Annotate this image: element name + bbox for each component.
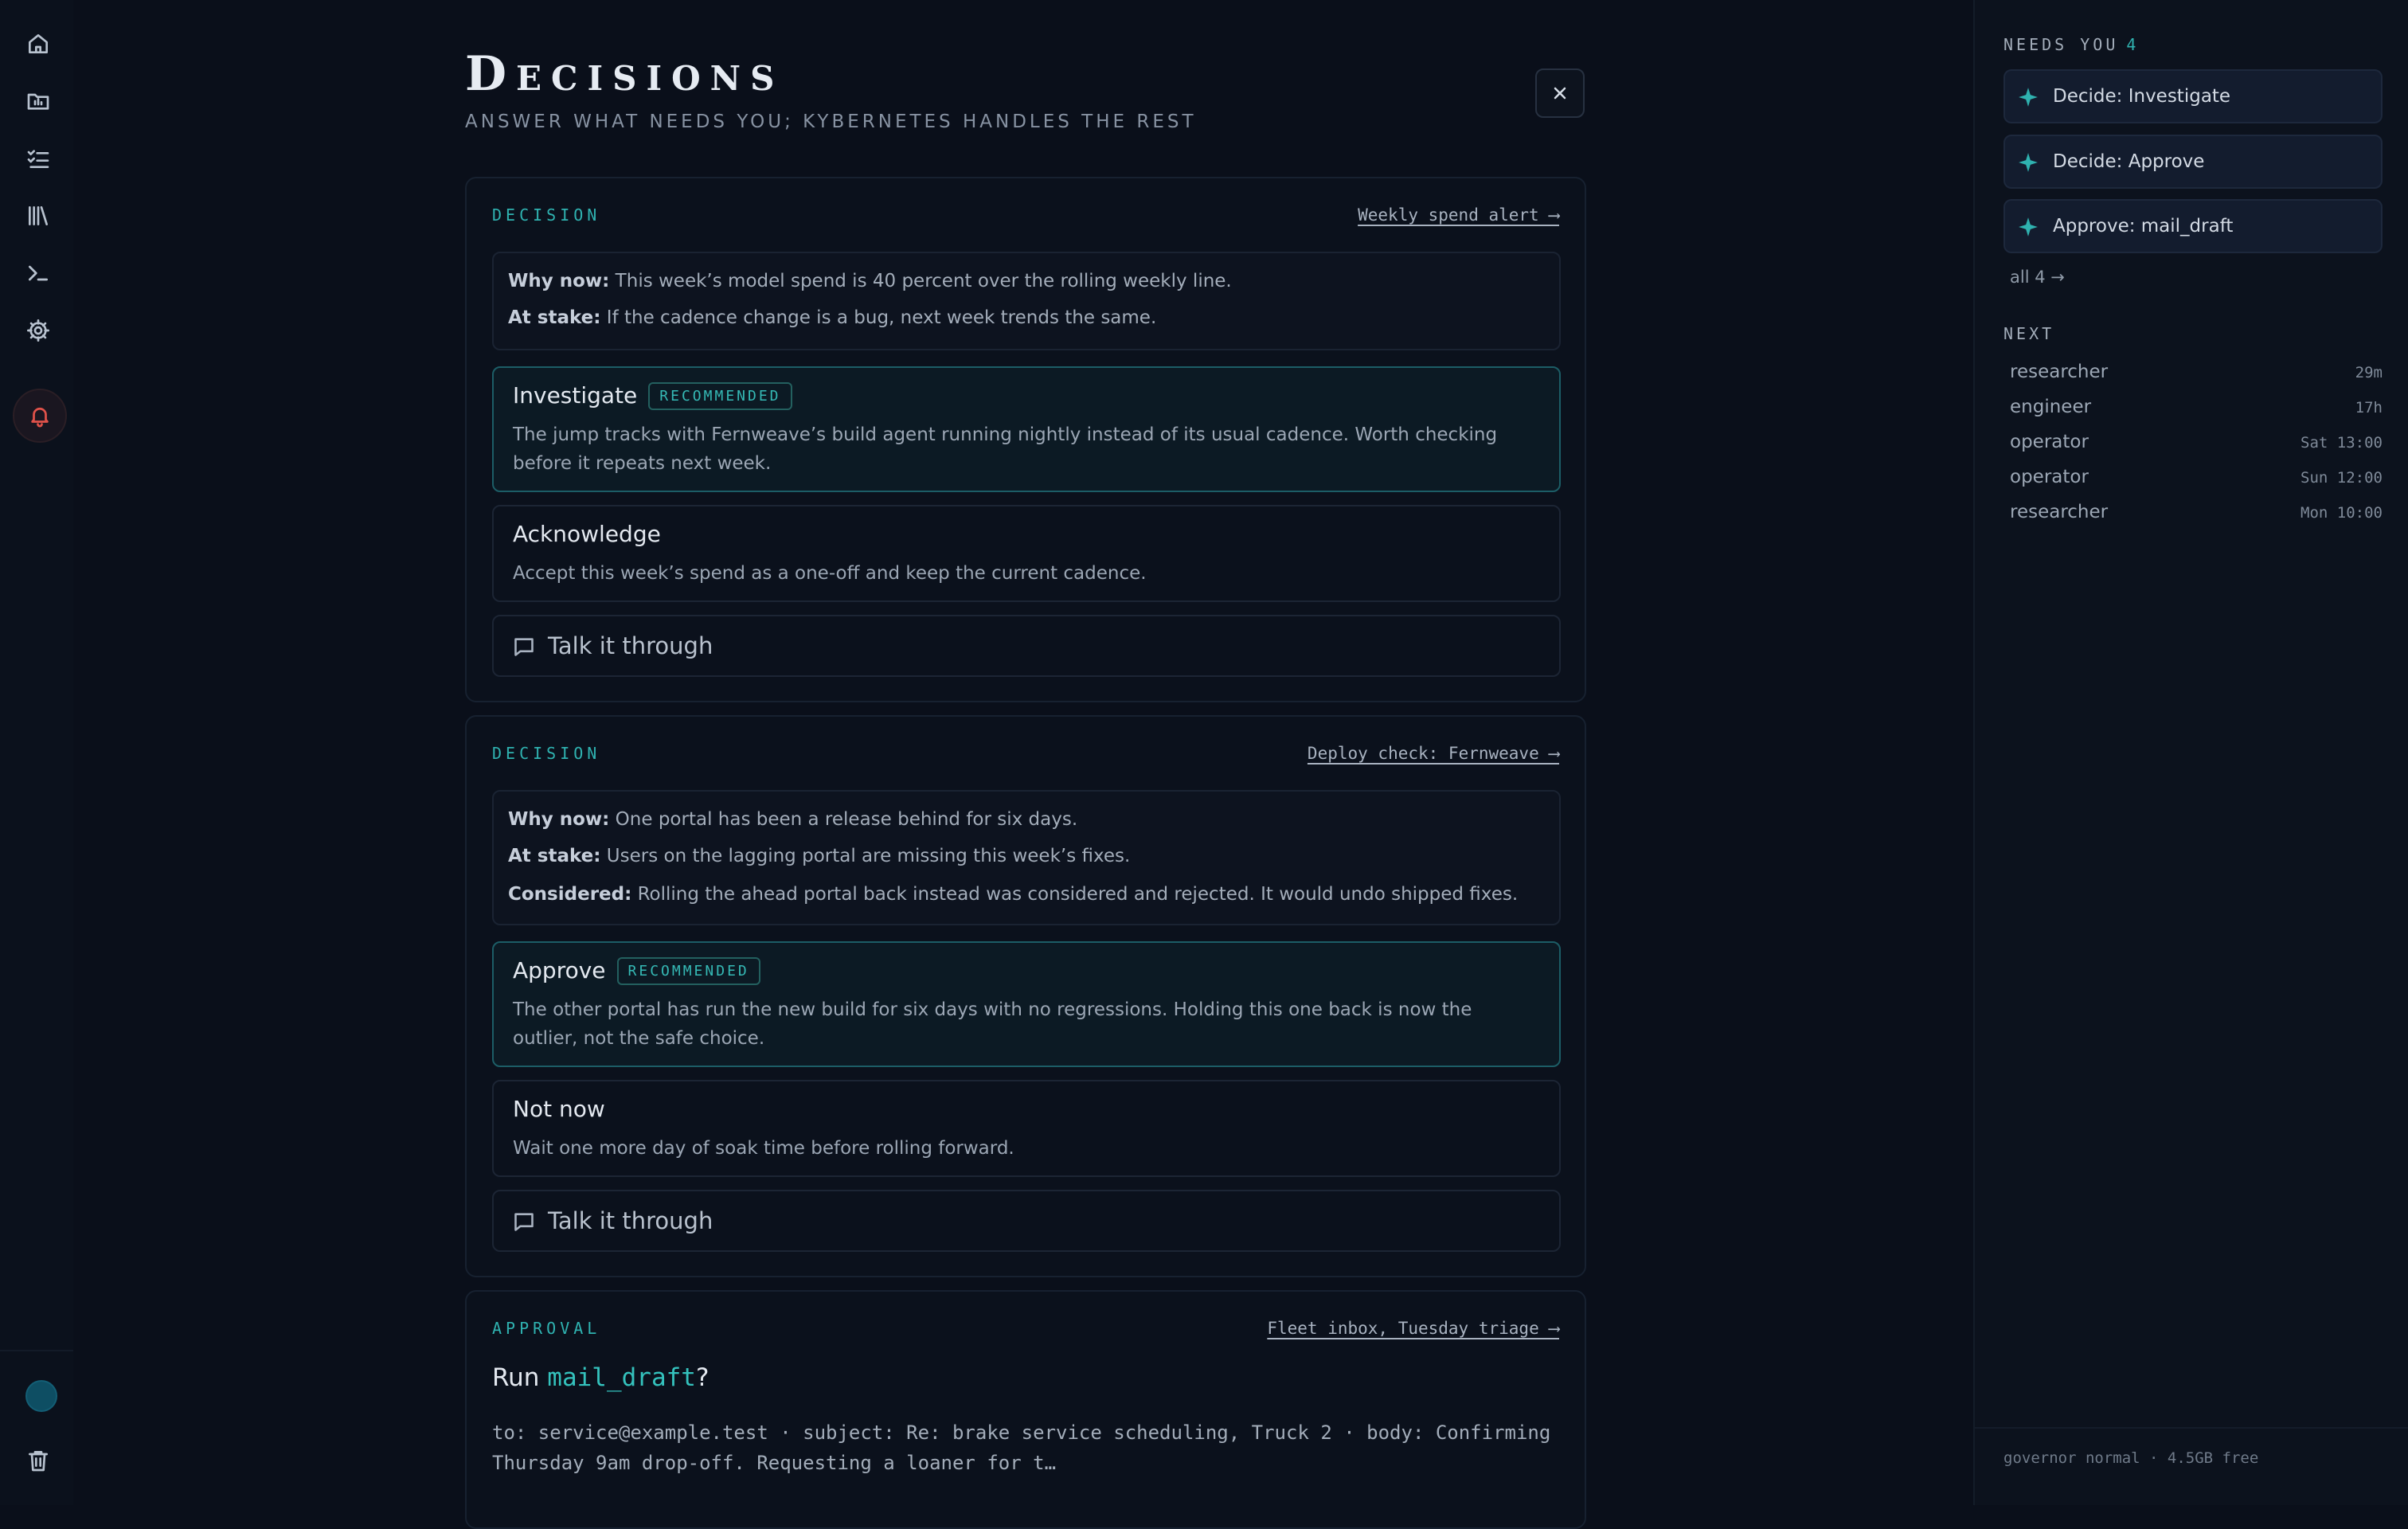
next-item[interactable] <box>2010 362 2383 390</box>
needs-item-approve[interactable] <box>2003 135 2383 189</box>
talk-label: Talk it through <box>548 632 713 659</box>
approval-body: to: service@example.test · subject: Re: brake service scheduling, Truck 2 · body: Confirming Thursday 9am drop-off. Requesting a loaner for t… <box>492 1421 1551 1474</box>
option-title: Approve RECOMMENDED <box>513 957 760 985</box>
library-icon[interactable] <box>19 197 57 235</box>
needs-count: 4 <box>2126 35 2140 54</box>
folder-icon[interactable] <box>19 82 57 120</box>
rail-divider <box>0 1350 73 1351</box>
approval-card <box>465 1290 1586 1529</box>
needs-item-investigate[interactable] <box>2003 69 2383 123</box>
talk-it-through-button[interactable] <box>492 615 1561 677</box>
context-box <box>492 252 1561 350</box>
close-button[interactable] <box>1535 68 1585 118</box>
run-prompt: Run mail_draft? <box>492 1363 710 1392</box>
sparkle-icon <box>2018 217 2039 237</box>
next-time: 17h <box>2355 399 2383 416</box>
chat-icon <box>513 1210 535 1233</box>
option-not-now[interactable] <box>492 1080 1561 1177</box>
home-icon[interactable] <box>19 25 57 63</box>
next-item[interactable] <box>2010 502 2383 530</box>
next-role: researcher <box>2010 502 2109 522</box>
context-considered: Considered: Rolling the ahead portal back instead was considered and rejected. It would undo shipped fixes. <box>508 884 1519 905</box>
recommended-badge: RECOMMENDED <box>648 382 792 410</box>
option-description: Wait one more day of soak time before rolling forward. <box>513 1138 1014 1159</box>
tool-name: mail_draft <box>547 1363 696 1392</box>
bell-icon[interactable] <box>13 389 67 443</box>
card-kind: DECISION <box>492 744 601 763</box>
next-time: Sat 13:00 <box>2300 434 2383 452</box>
needs-item-mail-draft[interactable] <box>2003 199 2383 253</box>
gear-icon[interactable] <box>19 311 57 350</box>
option-description: The jump tracks with Fernweave’s build agent running nightly instead of its usual cadence. Worth checking before it repeats next week. <box>513 424 1498 474</box>
card-source-link[interactable]: Fleet inbox, Tuesday triage ⟶ <box>1267 1319 1559 1338</box>
talk-label: Talk it through <box>548 1207 713 1234</box>
status-line: governor normal · 4.5GB free <box>2003 1449 2259 1467</box>
next-item[interactable] <box>2010 432 2383 460</box>
option-description: Accept this week’s spend as a one-off and keep the current cadence. <box>513 563 1147 584</box>
card-source-link[interactable]: Deploy check: Fernweave ⟶ <box>1307 744 1559 763</box>
next-role: operator <box>2010 432 2089 452</box>
checklist-icon[interactable] <box>19 139 57 178</box>
next-time: Sun 12:00 <box>2300 469 2383 487</box>
next-time: Mon 10:00 <box>2300 504 2383 522</box>
next-heading: NEXT <box>2003 324 2055 343</box>
talk-it-through-button[interactable] <box>492 1190 1561 1252</box>
decision-card-spend <box>465 177 1586 702</box>
option-title: Not now <box>513 1096 605 1122</box>
option-investigate[interactable] <box>492 366 1561 492</box>
chat-icon <box>513 635 535 658</box>
context-at-stake: At stake: If the cadence change is a bug, next week trends the same. <box>508 307 1157 328</box>
status-dot[interactable] <box>25 1380 57 1412</box>
needs-item-label: Decide: Investigate <box>2053 86 2231 107</box>
sparkle-icon <box>2018 87 2039 108</box>
context-at-stake: At stake: Users on the lagging portal are missing this week’s fixes. <box>508 846 1131 866</box>
all-needs-link[interactable]: all 4 → <box>2010 268 2065 287</box>
next-role: engineer <box>2010 397 2092 417</box>
option-title: Investigate RECOMMENDED <box>513 382 792 410</box>
option-description: The other portal has run the new build for six days with no regressions. Holding this one back is now the outlier, not the safe choice. <box>513 999 1472 1049</box>
next-item[interactable] <box>2010 397 2383 425</box>
close-icon <box>1551 84 1569 102</box>
right-panel <box>1973 0 2408 1505</box>
option-title: Acknowledge <box>513 521 661 547</box>
needs-item-label: Approve: mail_draft <box>2053 216 2234 237</box>
option-approve[interactable] <box>492 941 1561 1067</box>
card-kind: DECISION <box>492 205 601 225</box>
recommended-badge: RECOMMENDED <box>617 957 760 985</box>
next-role: researcher <box>2010 362 2109 382</box>
terminal-icon[interactable] <box>19 254 57 292</box>
card-source-link[interactable]: Weekly spend alert ⟶ <box>1358 205 1559 225</box>
sparkle-icon <box>2018 152 2039 173</box>
next-role: operator <box>2010 467 2089 487</box>
next-time: 29m <box>2355 364 2383 381</box>
needs-you-heading: NEEDS YOU 4 <box>2003 35 2140 54</box>
panel-divider <box>1975 1427 2408 1429</box>
needs-item-label: Decide: Approve <box>2053 151 2205 172</box>
trash-icon[interactable] <box>19 1441 57 1480</box>
decision-card-deploy <box>465 715 1586 1277</box>
next-item[interactable] <box>2010 467 2383 495</box>
page-subtitle: ANSWER WHAT NEEDS YOU; KYBERNETES HANDLES THE REST <box>465 111 1197 132</box>
card-kind: APPROVAL <box>492 1319 601 1338</box>
option-acknowledge[interactable] <box>492 505 1561 602</box>
page-title: Decisions <box>465 46 784 102</box>
context-why-now: Why now: This week’s model spend is 40 percent over the rolling weekly line. <box>508 271 1232 291</box>
left-rail <box>0 0 73 1505</box>
context-box <box>492 790 1561 925</box>
context-why-now: Why now: One portal has been a release behind for six days. <box>508 809 1078 830</box>
